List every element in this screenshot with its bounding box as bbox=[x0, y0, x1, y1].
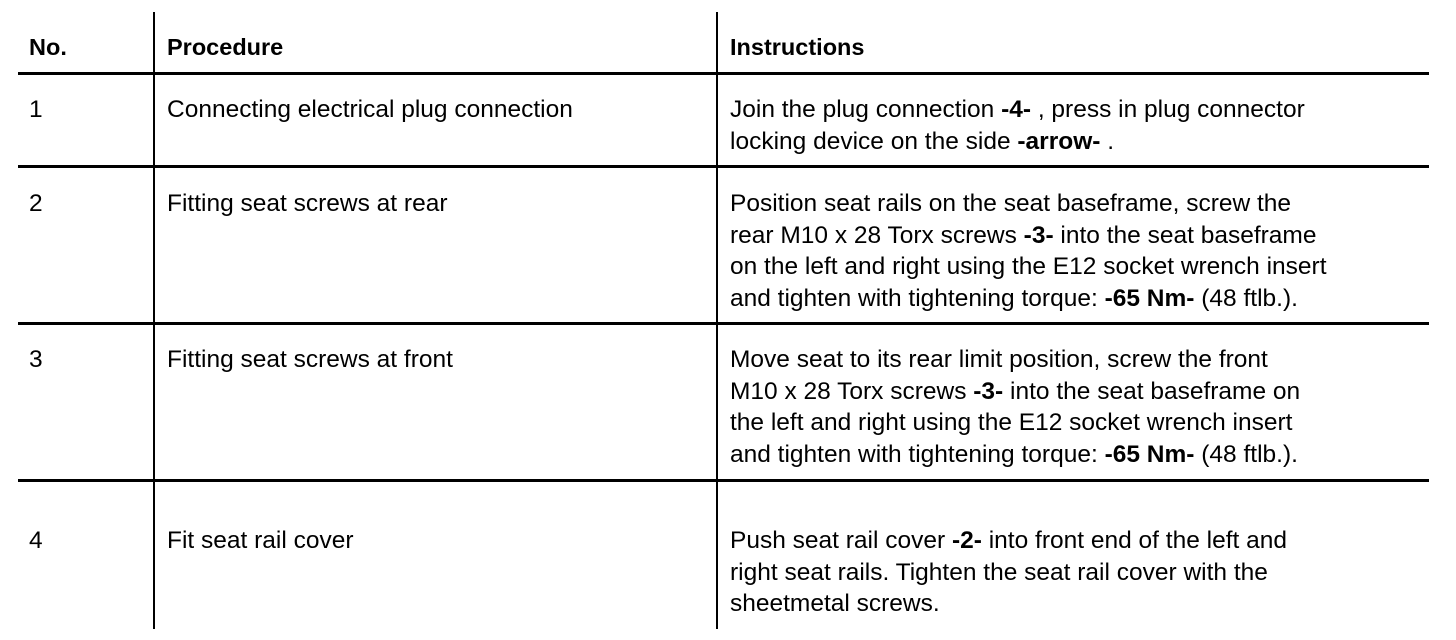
instruction-text: M10 x 28 Torx screws bbox=[730, 377, 974, 405]
row-3-procedure: Fitting seat screws at front bbox=[167, 346, 453, 373]
column-divider-1 bbox=[153, 12, 155, 629]
instruction-text: and tighten with tightening torque: bbox=[730, 440, 1105, 468]
instruction-text: (48 ftlb.). bbox=[1194, 284, 1298, 312]
instruction-text: on the left and right using the E12 socket wrench insert bbox=[730, 253, 1327, 280]
instruction-text: into the seat baseframe bbox=[1053, 221, 1317, 249]
header-divider bbox=[18, 72, 1429, 75]
instruction-text: . bbox=[1100, 127, 1115, 155]
instruction-text: locking device on the side bbox=[730, 127, 1018, 155]
instruction-text: Position seat rails on the seat baseframe, screw the bbox=[730, 190, 1292, 217]
instruction-text: right seat rails. Tighten the seat rail cover with the bbox=[730, 558, 1268, 586]
instruction-text: rear M10 x 28 Torx screws bbox=[730, 221, 1024, 249]
row-3-instructions bbox=[730, 344, 1300, 470]
header-procedure: Procedure bbox=[167, 34, 284, 60]
row-divider-3 bbox=[18, 479, 1429, 482]
instruction-text: (48 ftlb.). bbox=[1194, 440, 1298, 468]
instruction-text: the left and right using the E12 socket wrench insert bbox=[730, 409, 1293, 436]
instruction-text: sheetmetal screws. bbox=[730, 590, 940, 617]
row-4-number: 4 bbox=[29, 527, 43, 554]
instruction-text: and tighten with tightening torque: bbox=[730, 284, 1105, 312]
instruction-text: into the seat baseframe on bbox=[1003, 377, 1301, 405]
instruction-text: , press in plug connector bbox=[1031, 96, 1305, 123]
row-divider-1 bbox=[18, 165, 1429, 168]
column-divider-2 bbox=[716, 12, 718, 629]
part-reference: -65 Nm- bbox=[1104, 440, 1195, 468]
part-reference: -65 Nm- bbox=[1104, 284, 1195, 312]
row-1-number: 1 bbox=[29, 96, 43, 123]
instruction-text: Join the plug connection bbox=[730, 96, 1002, 123]
row-1-instructions bbox=[730, 94, 1305, 157]
part-reference: -3- bbox=[1023, 221, 1054, 249]
part-reference: -3- bbox=[973, 377, 1004, 405]
part-reference: -2- bbox=[951, 527, 982, 554]
instruction-text: Push seat rail cover bbox=[730, 527, 952, 554]
row-2-procedure: Fitting seat screws at rear bbox=[167, 190, 448, 217]
header-instructions: Instructions bbox=[730, 34, 865, 60]
part-reference: -arrow- bbox=[1017, 127, 1101, 155]
row-divider-2 bbox=[18, 322, 1429, 325]
row-2-instructions bbox=[730, 188, 1327, 314]
row-4-instructions bbox=[730, 525, 1287, 620]
row-4-procedure: Fit seat rail cover bbox=[167, 527, 354, 554]
header-no: No. bbox=[29, 34, 67, 60]
instruction-text: into front end of the left and bbox=[981, 527, 1288, 554]
row-3-number: 3 bbox=[29, 346, 43, 373]
row-1-procedure: Connecting electrical plug connection bbox=[167, 96, 573, 123]
instruction-text: Move seat to its rear limit position, screw the front bbox=[730, 346, 1268, 373]
part-reference: -4- bbox=[1001, 96, 1032, 123]
row-2-number: 2 bbox=[29, 190, 43, 217]
